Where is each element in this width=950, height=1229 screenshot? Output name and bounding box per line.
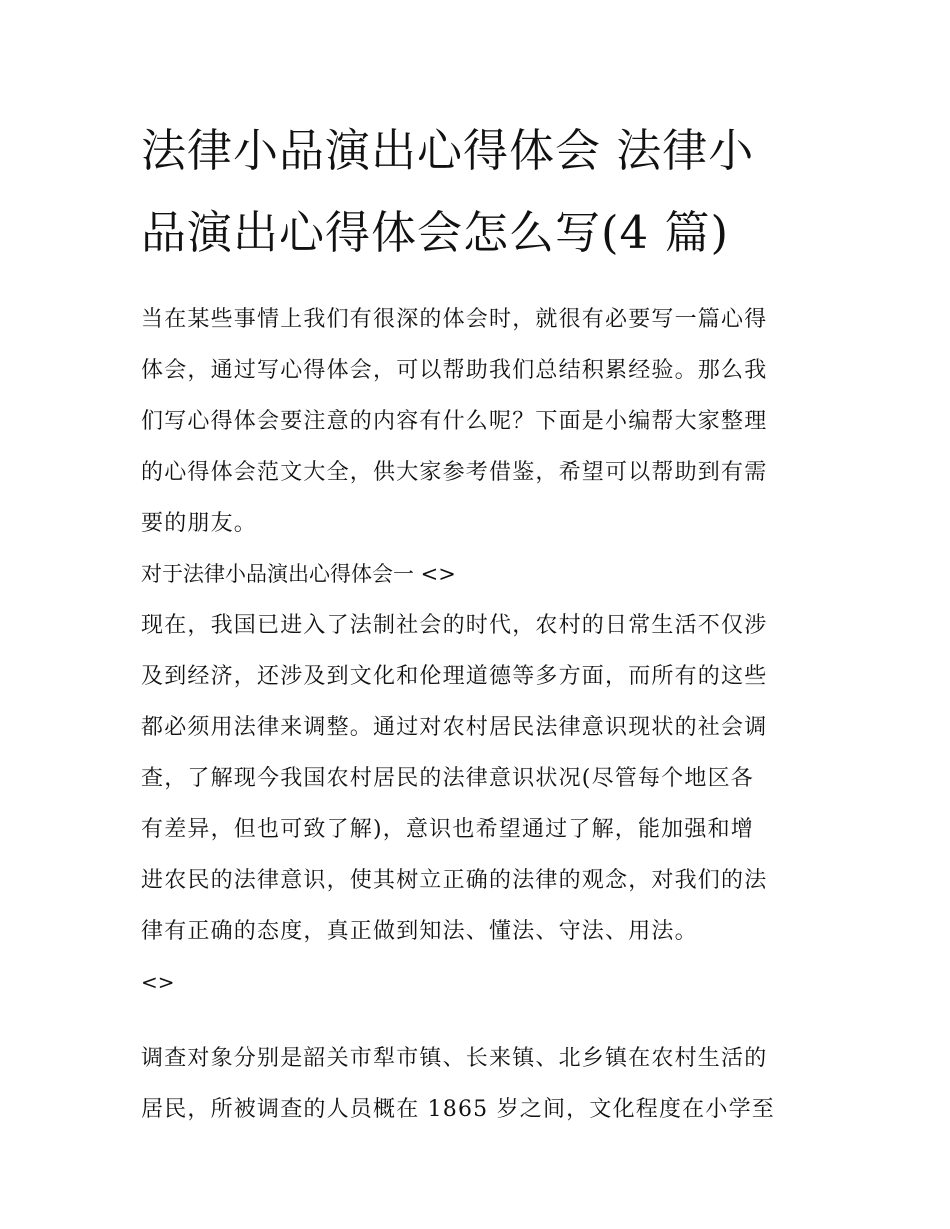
intro-paragraph xyxy=(141,294,813,549)
intro-line-3: 们写心得体会要注意的内容有什么呢？下面是小编帮大家整理 xyxy=(141,409,768,434)
intro-line-1: 当在某些事情上我们有很深的体会时，就很有必要写一篇心得 xyxy=(141,307,768,332)
body1-line-1: 现在，我国已进入了法制社会的时代，农村的日常生活不仅涉 xyxy=(141,613,768,638)
document-page xyxy=(141,110,813,1135)
title-line-1: 法律小品演出心得体会 法律小 xyxy=(141,124,755,177)
body1-line-2: 及到经济，还涉及到文化和伦理道德等多方面，而所有的这些 xyxy=(141,664,768,689)
body1-line-6: 进农民的法律意识，使其树立正确的法律的观念，对我们的法 xyxy=(141,868,768,893)
section-heading: 对于法律小品演出心得体会一 <> xyxy=(141,562,456,586)
intro-line-4: 的心得体会范文大全，供大家参考借鉴，希望可以帮助到有需 xyxy=(141,460,768,485)
document-title xyxy=(141,110,813,274)
body-paragraph-1 xyxy=(141,600,813,957)
body2-line-2: 居民，所被调查的人员概在 1865 岁之间，文化程度在小学至 xyxy=(141,1097,775,1122)
intro-line-2: 体会，通过写心得体会，可以帮助我们总结积累经验。那么我 xyxy=(141,358,768,383)
body1-line-7: 律有正确的态度，真正做到知法、懂法、守法、用法。 xyxy=(141,919,698,944)
body1-line-4: 查，了解现今我国农村居民的法律意识状况(尽管每个地区各 xyxy=(141,766,754,791)
body2-line-1: 调查对象分别是韶关市犁市镇、长来镇、北乡镇在农村生活的 xyxy=(141,1046,768,1071)
body1-line-3: 都必须用法律来调整。通过对农村居民法律意识现状的社会调 xyxy=(141,715,768,740)
intro-line-5: 要的朋友。 xyxy=(141,511,258,536)
body-paragraph-2 xyxy=(141,1033,813,1135)
title-line-2: 品演出心得体会怎么写(4 篇) xyxy=(141,206,730,259)
placeholder-mark: <> xyxy=(141,970,175,994)
body1-line-5: 有差异，但也可致了解)，意识也希望通过了解，能加强和增 xyxy=(141,817,754,842)
